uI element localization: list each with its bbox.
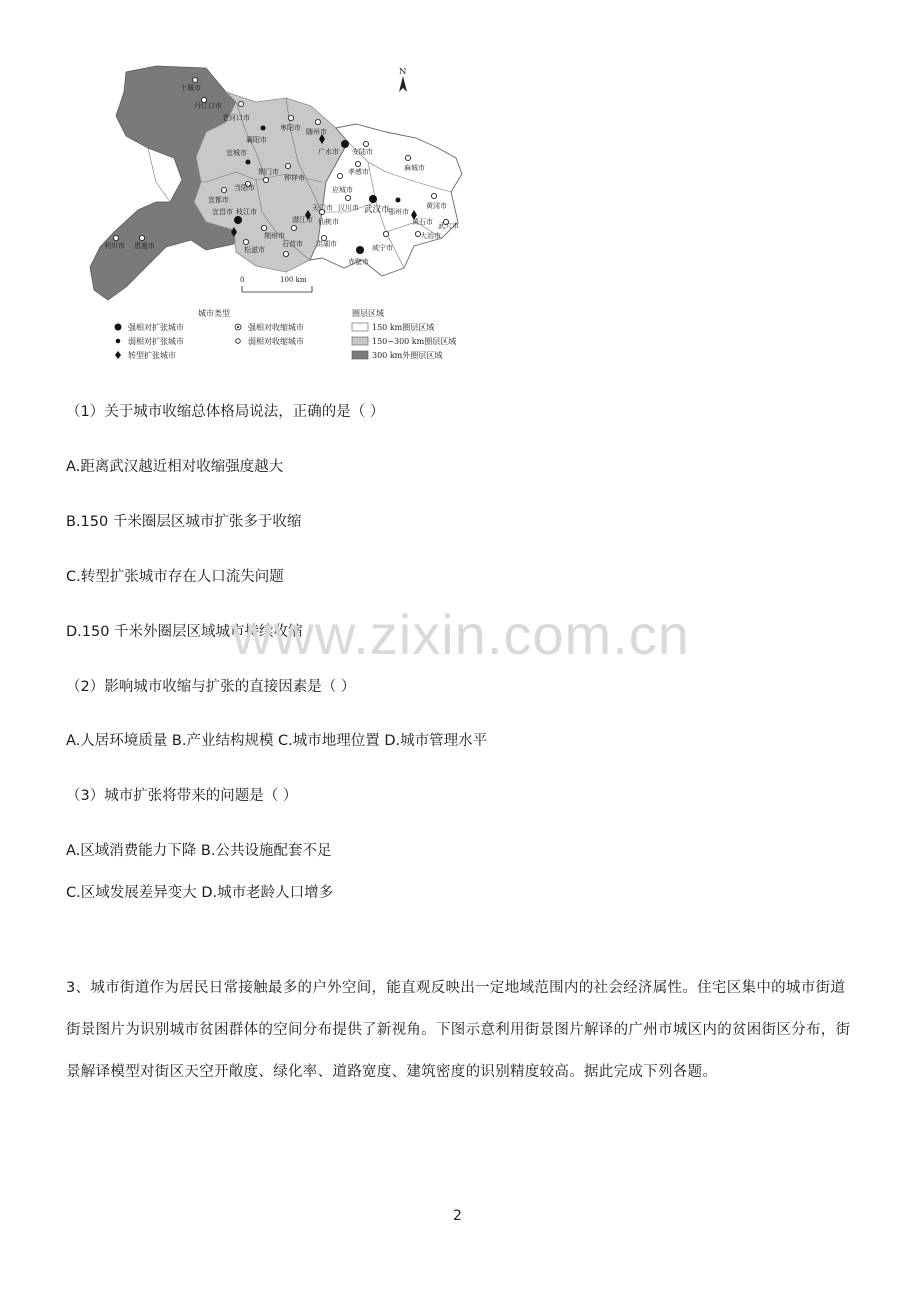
strong-expand-marker-wuhan [369, 195, 377, 203]
city-label: 恩施市 [134, 242, 155, 250]
q3-options-cd: C.区域发展差异变大 D.城市老龄人口增多 [66, 885, 334, 901]
hubei-map-svg [86, 62, 476, 362]
city-label: 宜昌市 [212, 208, 233, 216]
svg-text:城市类型: 城市类型 [198, 309, 230, 318]
weak-expand-marker-ezhou [396, 198, 401, 203]
city-label: 武穴市 [438, 222, 459, 230]
city-label: 襄阳市 [246, 136, 267, 144]
city-label: 天门市 [312, 204, 333, 212]
city-label: 应城市 [332, 186, 353, 194]
weak-expand-marker-yicheng [246, 160, 251, 165]
svg-text:N: N [399, 67, 407, 77]
svg-text:转型扩张城市: 转型扩张城市 [128, 351, 176, 360]
city-label: 鄂州市 [388, 208, 409, 216]
north-arrow [399, 67, 407, 92]
q2-stem: （2）影响城市收缩与扩张的直接因素是（ ） [66, 679, 356, 695]
svg-text:强相对收缩城市: 强相对收缩城市 [248, 323, 304, 332]
q1-option-a: A.距离武汉越近相对收缩强度越大 [66, 459, 284, 475]
city-label: 咸宁市 [372, 244, 393, 252]
svg-text:150~300 km圈层区域: 150~300 km圈层区域 [372, 337, 457, 346]
weak-expand-marker-xiangyang [261, 126, 266, 131]
q3-stem: （3）城市扩张将带来的问题是（ ） [66, 788, 298, 804]
svg-text:强相对扩张城市: 强相对扩张城市 [128, 323, 184, 332]
city-label: 仙桃市 [318, 218, 339, 226]
strong-expand-marker-chibi [356, 246, 364, 254]
city-label: 丹江口市 [194, 102, 222, 110]
q1-option-b: B.150 千米圈层区城市扩张多于收缩 [66, 514, 302, 530]
strong-expand-marker-guangshui [341, 140, 349, 148]
city-label: 孝感市 [348, 168, 369, 176]
city-label: 潜江市 [292, 216, 313, 224]
city-label: 宜都市 [208, 196, 229, 204]
city-label: 赤壁市 [348, 258, 369, 266]
city-label: 随州市 [306, 128, 327, 136]
city-label: 松滋市 [244, 246, 265, 254]
q1-option-c: C.转型扩张城市存在人口流失问题 [66, 569, 284, 585]
q2-options: A.人居环境质量 B.产业结构规模 C.城市地理位置 D.城市管理水平 [66, 733, 488, 749]
city-label: 黄石市 [412, 218, 433, 226]
svg-text:弱相对收缩城市: 弱相对收缩城市 [248, 337, 304, 346]
strong-expand-marker-yichang [234, 216, 242, 224]
city-label: 石首市 [282, 240, 303, 248]
city-label: 当阳市 [234, 184, 255, 192]
city-label: 枣阳市 [280, 124, 301, 132]
city-label: 老河口市 [222, 114, 250, 122]
svg-text:150 km圈层区域: 150 km圈层区域 [372, 323, 435, 332]
page-number: 2 [453, 1208, 462, 1224]
city-label: 十堰市 [180, 84, 201, 92]
city-label: 荆门市 [258, 168, 279, 176]
map-legend [115, 308, 457, 360]
city-label: 洪湖市 [316, 240, 337, 248]
city-label: 武汉市 [364, 205, 390, 215]
q3-options-ab: A.区域消费能力下降 B.公共设施配套不足 [66, 843, 332, 859]
city-label: 广水市 [318, 148, 339, 156]
q1-option-d: D.150 千米外圈层区域城市持续收缩 [66, 624, 303, 640]
city-label: 麻城市 [404, 164, 425, 172]
svg-text:圈层区域: 圈层区域 [352, 309, 384, 318]
watermark-text: www.zixin.com.cn [232, 603, 690, 666]
svg-text:300 km外圈层区域: 300 km外圈层区域 [372, 351, 443, 360]
city-label: 钟祥市 [284, 174, 305, 182]
city-label: 枝江市 [236, 208, 257, 216]
city-label: 汉川市 [338, 204, 359, 212]
hubei-city-map-figure [86, 62, 476, 362]
svg-text:弱相对扩张城市: 弱相对扩张城市 [128, 337, 184, 346]
city-label: 大冶市 [420, 232, 441, 240]
city-label: 宜城市 [226, 149, 247, 157]
svg-text:0: 0 [240, 276, 245, 284]
city-label: 黄冈市 [426, 202, 447, 210]
city-label: 安陆市 [352, 148, 373, 156]
city-label: 利川市 [104, 242, 125, 250]
passage-3: 3、城市街道作为居民日常接触最多的户外空间，能直观反映出一定地域范围内的社会经济属性。住宅区集中的城市街道街景图片为识别城市贫困群体的空间分布提供了新视角。下图示意利用街景图片解译的广州市城区内的贫困街区分布，街景解译模型对街区天空开敞度、绿化率、道路宽度、建筑密度的识别精度较高。据此完成下列各题。 [66, 980, 851, 1080]
svg-text:100 km: 100 km [280, 276, 307, 284]
scale-bar [240, 276, 312, 292]
q1-stem: （1）关于城市收缩总体格局说法，正确的是（ ） [66, 404, 385, 420]
city-label: 荆州市 [264, 232, 285, 240]
